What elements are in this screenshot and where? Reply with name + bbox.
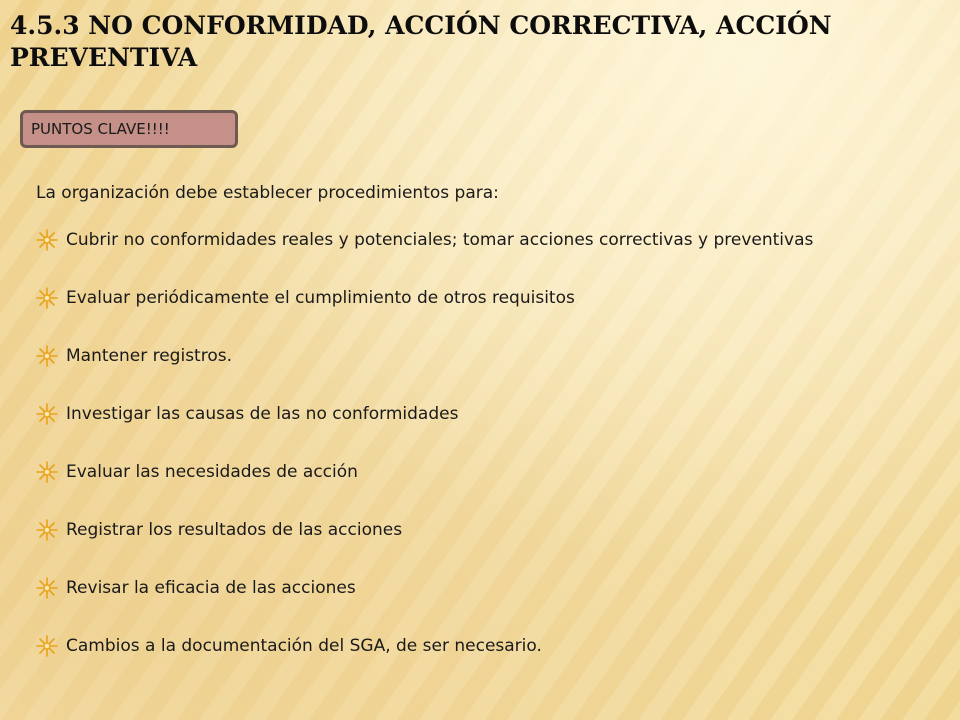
sun-burst-icon: [36, 287, 58, 309]
sun-burst-icon: [36, 577, 58, 599]
slide-content: [36, 180, 850, 660]
sun-burst-icon: [36, 229, 58, 251]
bullet-text: Revisar la eficacia de las acciones: [66, 578, 356, 598]
bullet-item: [36, 226, 850, 254]
bullet-text: Mantener registros.: [66, 346, 232, 366]
bullet-list: [36, 226, 850, 660]
sun-burst-icon: [36, 403, 58, 425]
bullet-text: Cubrir no conformidades reales y potenciales; tomar acciones correctivas y preventivas: [66, 230, 814, 250]
sun-burst-icon: [36, 519, 58, 541]
bullet-item: [36, 516, 850, 544]
sun-burst-icon: [36, 345, 58, 367]
bullet-text: Evaluar las necesidades de acción: [66, 462, 358, 482]
sun-burst-icon: [36, 461, 58, 483]
bullet-item: [36, 574, 850, 602]
bullet-item: [36, 632, 850, 660]
bullet-text: Evaluar periódicamente el cumplimiento de otros requisitos: [66, 288, 575, 308]
bullet-item: [36, 458, 850, 486]
sun-burst-icon: [36, 635, 58, 657]
intro-text: La organización debe establecer procedimientos para:: [36, 183, 499, 203]
key-points-badge: PUNTOS CLAVE!!!!: [20, 110, 238, 148]
bullet-text: Investigar las causas de las no conformidades: [66, 404, 459, 424]
bullet-text: Registrar los resultados de las acciones: [66, 520, 403, 540]
bullet-item: [36, 284, 850, 312]
bullet-item: [36, 342, 850, 370]
bullet-text: Cambios a la documentación del SGA, de ser necesario.: [66, 636, 542, 656]
slide-title: 4.5.3 NO CONFORMIDAD, ACCIÓN CORRECTIVA, ACCIÓN PREVENTIVA: [10, 11, 832, 72]
bullet-item: [36, 400, 850, 428]
